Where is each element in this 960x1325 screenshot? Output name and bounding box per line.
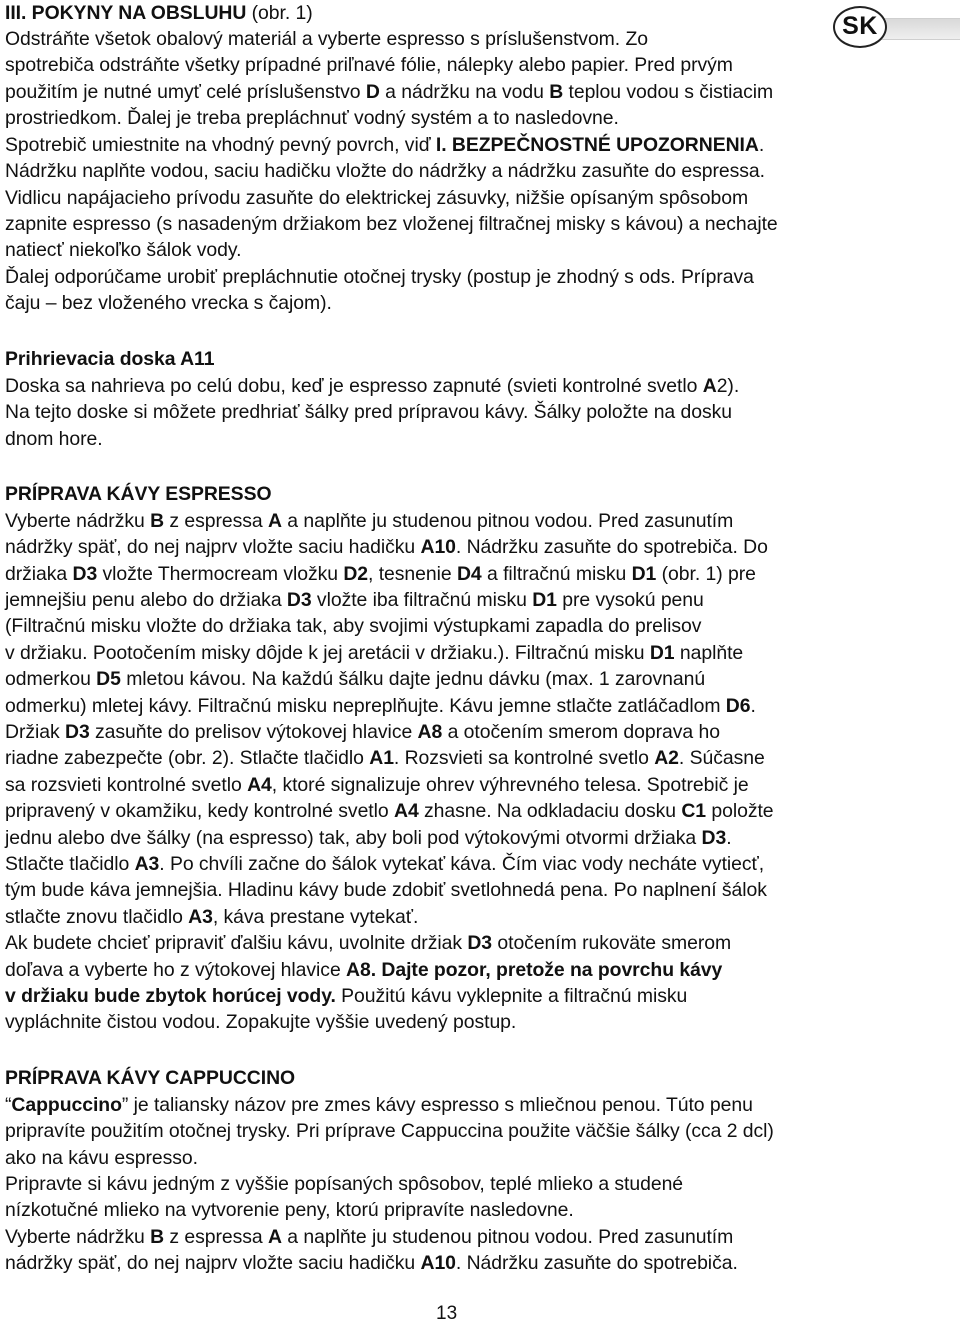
text-line — [5, 877, 767, 903]
bold-text-run: Cappuccino — [11, 1094, 122, 1116]
bold-text-run: Prihrievacia doska A11 — [5, 348, 215, 370]
text-run: odmerku) mletej kávy. Filtračnú misku nepreplňujte. Kávu jemne stlačte zatláčadlom — [5, 695, 726, 717]
bold-text-run: A2 — [654, 747, 679, 769]
text-run: nízkotučné mlieko na vytvorenie peny, ktorú pripravíte nasledovne. — [5, 1199, 574, 1221]
bold-text-run: D4 — [456, 563, 482, 585]
text-line — [5, 1009, 516, 1035]
text-line — [5, 534, 768, 560]
text-run: . Rozsvieti sa kontrolné svetlo — [393, 747, 655, 769]
bold-text-run: PRÍPRAVA KÁVY CAPPUCCINO — [5, 1067, 296, 1089]
text-run: sa rozsvieti kontrolné svetlo — [5, 774, 248, 796]
text-run: pripravíte použitím otočnej trysky. Pri príprave Cappuccina použite väčšie šálky (cca 2 dcl) — [5, 1120, 774, 1142]
bold-text-run: D1 — [649, 642, 675, 664]
page-number: 13 — [436, 1303, 458, 1324]
text-run: Doska sa nahrieva po celú dobu, keď je espresso zapnuté (svieti kontrolné svetlo — [5, 375, 703, 397]
text-run: . Po chvíli začne do šálok vytekať káva. Čím viac vody necháte vytiecť, — [159, 853, 765, 875]
text-line — [5, 1250, 738, 1276]
text-run: prostriedkom. Ďalej je treba prepláchnuť vodný systém a to nasledovne. — [5, 107, 619, 129]
text-line — [5, 346, 214, 372]
bold-text-run: B — [150, 510, 165, 532]
text-run: a naplňte ju studenou pitnou vodou. Pred zasunutím — [281, 510, 734, 532]
text-line — [5, 798, 774, 824]
text-line — [5, 211, 778, 237]
text-run: . — [726, 827, 732, 849]
bold-text-run: A4 — [247, 774, 272, 796]
text-line — [5, 52, 733, 78]
text-line — [5, 237, 241, 263]
bold-text-run: I. BEZPEČNOSTNÉ UPOZORNENIA — [435, 134, 759, 156]
text-run: 2). — [716, 375, 740, 397]
text-run: doľava a vyberte ho z výtokovej hlavice — [5, 959, 347, 981]
bold-text-run: A4 — [393, 800, 419, 822]
text-run: zhasne. Na odkladaciu dosku — [418, 800, 682, 822]
text-line — [5, 851, 764, 877]
bold-text-run: D3 — [72, 563, 98, 585]
text-run: zasuňte do prelisov výtokovej hlavice — [89, 721, 418, 743]
text-run: pripravený v okamžiku, kedy kontrolné svetlo — [5, 800, 394, 822]
text-line — [5, 158, 765, 184]
text-run: odmerkou — [5, 668, 97, 690]
bold-text-run: D3 — [701, 827, 727, 849]
text-line — [5, 399, 732, 425]
text-run: (obr. 1) — [246, 2, 313, 24]
bold-text-run: B — [549, 81, 564, 103]
text-run: Ďalej odporúčame urobiť prepláchnutie otočnej trysky (postup je zhodný s ods. Príprava — [5, 266, 754, 288]
bold-text-run: D3 — [286, 589, 312, 611]
bold-text-run: A — [267, 1226, 282, 1248]
text-run: naplňte — [674, 642, 744, 664]
text-line — [5, 772, 749, 798]
text-line — [5, 508, 733, 534]
text-line — [5, 957, 722, 983]
text-run: nádržky späť, do nej najprv vložte saciu hadičku — [5, 1252, 421, 1274]
text-run: položte — [706, 800, 774, 822]
text-line — [5, 26, 648, 52]
text-line — [5, 1197, 574, 1223]
bold-text-run: A3 — [188, 906, 213, 928]
text-line — [5, 1224, 733, 1250]
text-line — [5, 666, 705, 692]
text-run: . — [758, 134, 765, 156]
text-run: jednu alebo dve šálky (na espresso) tak, aby boli pod výtokovými otvormi držiaka — [5, 827, 702, 849]
text-run: Na tejto doske si môžete predhriať šálky pred prípravou kávy. Šálky položte na dosku — [5, 401, 733, 423]
text-run: Odstráňte všetok obalový materiál a vyberte espresso s príslušenstvom. Zo — [5, 28, 648, 50]
text-run: čaju – bez vloženého vrecka s čajom). — [5, 292, 332, 314]
text-run: z espressa — [164, 1226, 268, 1248]
text-run: Držiak — [5, 721, 65, 743]
bold-text-run: A — [267, 510, 282, 532]
bold-text-run: C1 — [681, 800, 707, 822]
text-line — [5, 426, 103, 452]
text-run: z espressa — [164, 510, 268, 532]
bold-text-run: D — [365, 81, 380, 103]
bold-text-run: D2 — [343, 563, 369, 585]
text-line — [5, 481, 272, 507]
text-run: Nádržku naplňte vodou, saciu hadičku vložte do nádržky a nádržku zasuňte do espressa. — [5, 160, 765, 182]
bold-text-run: D6 — [725, 695, 751, 717]
bold-text-run: D1 — [631, 563, 657, 585]
text-run: vložte iba filtračnú misku — [311, 589, 533, 611]
text-run: a nádržku na vodu — [379, 81, 550, 103]
text-line — [5, 1171, 683, 1197]
text-run: Vyberte nádržku — [5, 510, 151, 532]
text-line — [5, 132, 764, 158]
text-run: Vyberte nádržku — [5, 1226, 151, 1248]
bold-text-run: A8 — [417, 721, 443, 743]
bold-text-run: D1 — [532, 589, 557, 611]
text-run: (Filtračnú misku vložte do držiaka tak, aby svojimi výstupkami zapadla do prelisov — [5, 615, 702, 637]
text-run: vložte Thermocream vložku — [97, 563, 344, 585]
text-line — [5, 264, 754, 290]
bold-text-run: A3 — [134, 853, 160, 875]
text-run: tým bude káva jemnejšia. Hladinu kávy bude zdobiť svetlohnedá pena. Po naplnení šálok — [5, 879, 767, 901]
text-line — [5, 1065, 295, 1091]
text-line — [5, 983, 687, 1009]
text-run: nádržky späť, do nej najprv vložte saciu hadičku — [5, 536, 421, 558]
bold-text-run: III. POKYNY NA OBSLUHU — [5, 2, 247, 24]
bold-text-run: D3 — [467, 932, 493, 954]
text-run: natiecť niekoľko šálok vody. — [5, 239, 242, 261]
text-line — [5, 930, 731, 956]
text-run: a naplňte ju studenou pitnou vodou. Pred zasunutím — [281, 1226, 734, 1248]
text-run: spotrebiča odstráňte všetky prípadné priľnavé fólie, nálepky alebo papier. Pred prvým — [5, 54, 733, 76]
text-run: Stlačte tlačidlo — [5, 853, 135, 875]
text-line — [5, 1118, 774, 1144]
text-run: mletou kávou. Na každú šálku dajte jednu dávku (max. 1 zarovnanú — [120, 668, 706, 690]
bold-text-run: D3 — [64, 721, 90, 743]
text-run: , káva prestane vytekať. — [212, 906, 419, 928]
text-line — [5, 640, 743, 666]
language-badge: SK — [833, 6, 887, 48]
text-run: vypláchnite čistou vodou. Zopakujte vyššie uvedený postup. — [5, 1011, 517, 1033]
text-run: , ktoré signalizuje ohrev výhrevného telesa. Spotrebič je — [271, 774, 749, 796]
text-run: a otočením smerom doprava ho — [442, 721, 720, 743]
text-run: . Súčasne — [678, 747, 765, 769]
text-line — [5, 719, 720, 745]
bold-text-run: A10 — [420, 536, 456, 558]
text-run: v držiaku. Pootočením misky dôjde k jej aretácii v držiaku.). Filtračnú misku — [5, 642, 650, 664]
text-line — [5, 1092, 753, 1118]
text-run: zapnite espresso (s nasadeným držiakom bez vloženej filtračnej misky s kávou) a nechajte — [5, 213, 778, 235]
text-run: použitím je nutné umyť celé príslušenstvo — [5, 81, 366, 103]
text-line — [5, 79, 773, 105]
text-run: jemnejšiu penu alebo do držiaka — [5, 589, 287, 611]
text-run: . Nádržku zasuňte do spotrebiča. Do — [455, 536, 768, 558]
text-run: otočením rukoväte smerom — [492, 932, 732, 954]
text-run: ako na kávu espresso. — [5, 1147, 198, 1169]
text-run: , tesnenie — [368, 563, 457, 585]
text-run: riadne zabezpečte (obr. 2). Stlačte tlačidlo — [5, 747, 370, 769]
text-run: teplou vodou s čistiacim — [563, 81, 774, 103]
text-run: pre vysokú penu — [556, 589, 704, 611]
bold-text-run: Dajte pozor, pretože na povrchu kávy — [381, 959, 723, 981]
bold-text-run: A — [702, 375, 717, 397]
bold-text-run: v držiaku bude zbytok horúcej vody. — [5, 985, 336, 1007]
bold-text-run: A8. — [346, 959, 377, 981]
text-line — [5, 0, 313, 26]
text-run: “ — [5, 1094, 12, 1116]
text-line — [5, 290, 332, 316]
bold-text-run: D5 — [96, 668, 121, 690]
text-line — [5, 1145, 198, 1171]
text-line — [5, 105, 619, 131]
text-line — [5, 825, 732, 851]
text-line — [5, 373, 739, 399]
text-run: Pripravte si kávu jedným z vyššie popísaných spôsobov, teplé mlieko a studené — [5, 1173, 684, 1195]
text-run: stlačte znovu tlačidlo — [5, 906, 189, 928]
text-run: a filtračnú misku — [481, 563, 632, 585]
bold-text-run: A10 — [420, 1252, 456, 1274]
text-run: (obr. 1) pre — [656, 563, 756, 585]
text-run: Ak budete chcieť pripraviť ďalšiu kávu, uvolnite držiak — [5, 932, 468, 954]
text-run: . Nádržku zasuňte do spotrebiča. — [455, 1252, 738, 1274]
text-line — [5, 904, 418, 930]
text-run: Vidlicu napájacieho prívodu zasuňte do elektrickej zásuvky, nižšie opísaným spôsobom — [5, 187, 749, 209]
text-line — [5, 587, 704, 613]
text-line — [5, 613, 701, 639]
text-run: Spotrebič umiestnite na vhodný pevný povrch, viď — [5, 134, 436, 156]
text-run: ” je taliansky názov pre zmes kávy espresso s mliečnou penou. Túto penu — [121, 1094, 753, 1116]
bold-text-run: A1 — [369, 747, 394, 769]
text-line — [5, 745, 765, 771]
text-run: . — [750, 695, 756, 717]
bold-text-run: PRÍPRAVA KÁVY ESPRESSO — [5, 483, 272, 505]
text-run: držiaka — [5, 563, 73, 585]
text-line — [5, 561, 756, 587]
text-line — [5, 693, 756, 719]
text-line — [5, 185, 748, 211]
text-run: dnom hore. — [5, 428, 103, 450]
text-run: Použitú kávu vyklepnite a filtračnú misku — [335, 985, 688, 1007]
bold-text-run: B — [150, 1226, 165, 1248]
